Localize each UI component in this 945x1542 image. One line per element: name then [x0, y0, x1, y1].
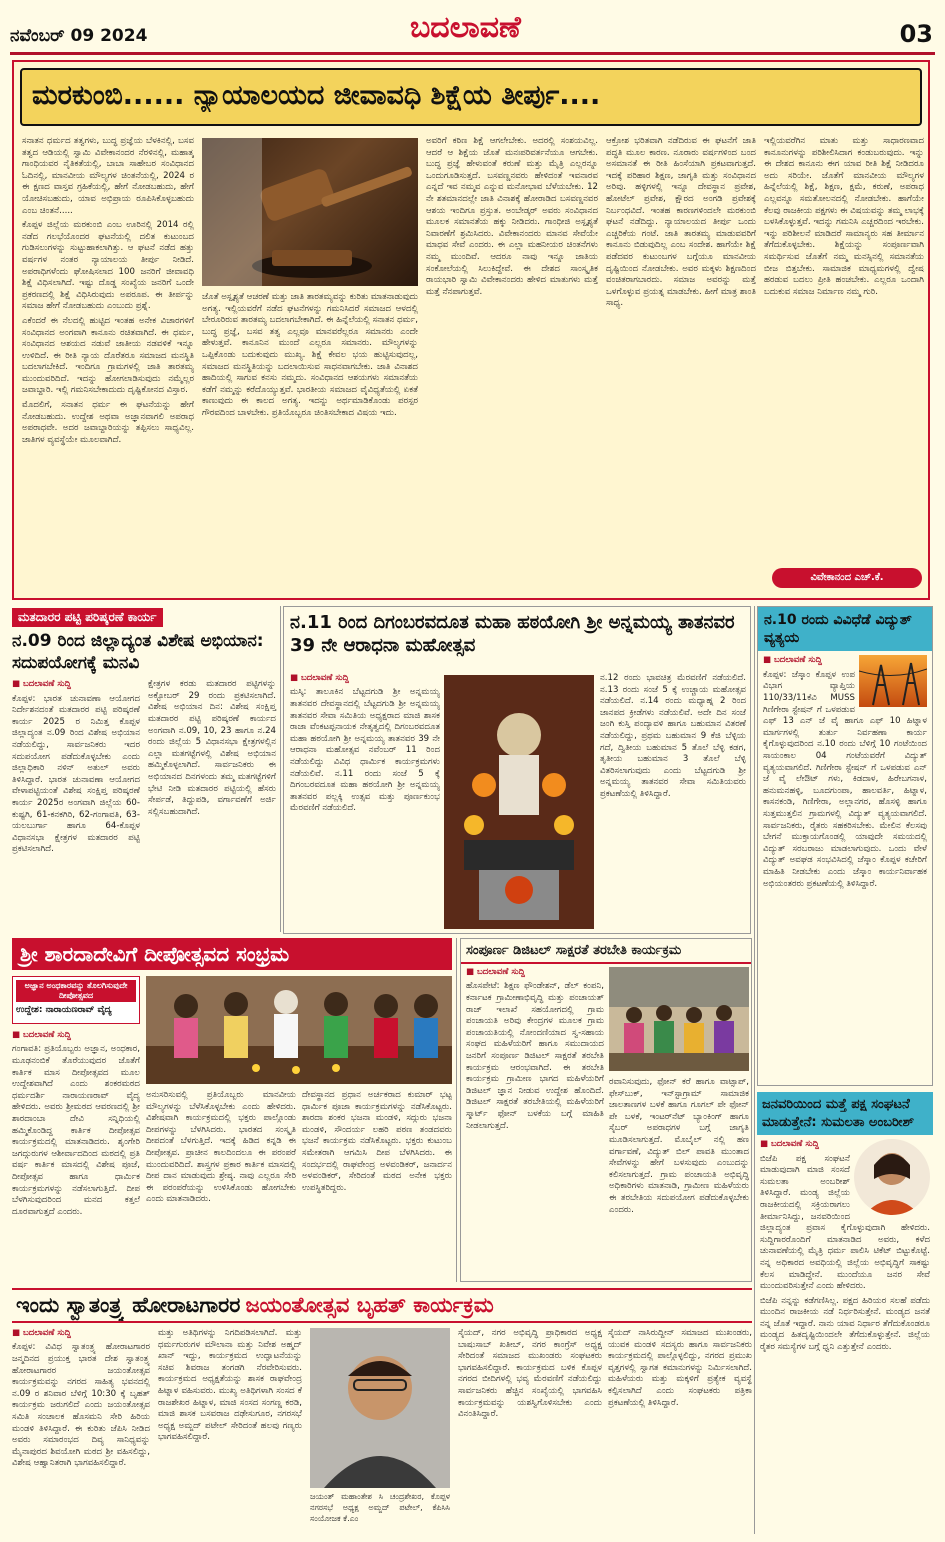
lead-headline-bar	[20, 68, 922, 126]
lead-col-1	[22, 136, 194, 591]
paper-name: ಬದಲಾವಣೆ	[410, 10, 521, 45]
a7-col-3	[458, 1328, 602, 1532]
a7-body1: ಕೊಪ್ಪಳ: ವಿವಿಧ ಸ್ವಾತಂತ್ರ್ಯ ಹೋರಾಟಗಾರರ ಜನ್ಮದಿನದ ಪ್ರಯುಕ್ತ ಭಾರತ ದೇಶ ಸ್ವಾತಂತ್ರ್ಯ ಹೋರಾಟಗಾರರ ಜಯಂತೋತ್ಸವ ಕಾರ್ಯಕ್ರಮವನ್ನು ನಗರದ ಸಾಹಿತ್ಯ ಭವನದಲ್ಲಿ ನ.09 ರ ಶನಿವಾರ ಬೆಳಿಗ್ಗೆ 10:30 ಕ್ಕೆ ಬೃಹತ್ ಕಾರ್ಯಕ್ರಮ ಜರುಗಲಿದೆ ಎಂದು ಜಯಂತೋತ್ಸವ ಸಮಿತಿ ಸಂಚಾಲಕ ಹೊಸಮನಿ ಸೇರಿ ಹಿರಿಯ ಮಂಡಳಿ ತಿಳಿಸಿದ್ದಾರೆ. ಈ ಕುರಿತು ಜೆಪಿಸಿ ನೀಡಿದ ಅವರು ಸಮಾರಂಭದ ದಿವ್ಯ ಸಾನಿಧ್ಯವನ್ನು ಮೈನಾಪುರದ ಶಿವಯೋಗಿ ಮಠದ ಶ್ರೀ ವಹಿಸಲಿದ್ದು, ವಿಶೇಷ ಆಹ್ವಾನಿತರಾಗಿ ಭಾಗವಹಿಸಲಿದ್ದಾರೆ.	[12, 1342, 150, 1469]
a2-body1: ಮಸ್ಕಿ: ತಾಲೂಕಿನ ಬೆಟ್ಟದಗುಡಿ ಶ್ರೀ ಅನ್ನಮಯ್ಯ ತಾತನವರ ದೇವಸ್ಥಾನದಲ್ಲಿ ಬೆಟ್ಟದಗುಡಿ ಶ್ರೀ ಅನ್ನಮಯ್ಯ ತಾತನವರ ಸೇವಾ ಸಮಿತಿಯ ಅಧ್ಯಕ್ಷರಾದ ಮಾಜಿ ಶಾಸಕ ರಾಜಾ ವೆಂಕಟಪ್ಪನಾಯಕ ನೇತೃತ್ವದಲ್ಲಿ ದಿಗಂಬರವದೂತ ಮಹಾ ಹಠಯೋಗಿ ಶ್ರೀ ಅನ್ನಮಯ್ಯ ತಾತನವರ 39 ನೇ ಆರಾಧನಾ ಮಹೋತ್ಸವ ನವೆಂಬರ್ 11 ರಿಂದ ನಡೆಯಲಿದ್ದು ವಿವಿಧ ಧಾರ್ಮಿಕ ಕಾರ್ಯಕ್ರಮಗಳು ನಡೆಯಲಿವೆ. ನ.11 ರಂದು ಸಂಜೆ 5 ಕ್ಕೆ ದಿಗಂಬರವದೂತ ಮಹಾ ಹಠಯೋಗಿ ಶ್ರೀ ಅನ್ನಮಯ್ಯ ತಾತನವರ ಪಲ್ಲಕ್ಕಿ ಉತ್ಸವ ಮತ್ತು ಪೂರ್ಣಕುಂಭ ಮೆರವಣಿಗೆ ನಡೆಯಲಿದೆ.	[290, 687, 440, 814]
lead-col1d: ಮೊದಲಿಗೆ, ಸನಾತನ ಧರ್ಮ ಈ ಘಟನೆಯನ್ನು ಹೇಗೆ ನೋಡಬಹುದು. ಉದ್ದೇಶ ಅಥವಾ ಅಜ್ಞಾನವಾಗಲಿ ಅಪರಾಧ ಅಪರಾಧವೇ. ಅದರ ಜವಾಬ್ದಾರಿಯನ್ನು ತಪ್ಪಿಸಲು ಸಾಧ್ಯವಿಲ್ಲ. ಜಾತಿಗಳ ವ್ಯವಸ್ಥೆಯೇ ಮೂಲವಾಗಿದೆ.	[22, 400, 194, 445]
issue-date: ನವೆಂಬರ್ 09 2024	[10, 26, 148, 46]
a7-headline-part2: ಜಯಂತೋತ್ಸವ ಬೃಹತ್ ಕಾರ್ಯಕ್ರಮ	[245, 1293, 494, 1317]
a3-byline: ■ ಬದಲಾವಣೆ ಸುದ್ದಿ	[763, 655, 927, 666]
lead-col4: ಆಕ್ರೋಶ ಭರಿತವಾಗಿ ನಡೆದಿರುವ ಈ ಘಟನೆಗೆ ಜಾತಿ ಪದ್ಧತಿ ಮೂಲ ಕಾರಣ. ನೂರಾರು ವರ್ಷಗಳಿಂದ ಬಂದ ಅಸಮಾನತೆ ಈ ರೀತಿ ಹಿಂಸೆಯಾಗಿ ಪ್ರಕಟವಾಗುತ್ತದೆ. ಇದಕ್ಕೆ ಪರಿಹಾರ ಶಿಕ್ಷಣ, ಜಾಗೃತಿ ಮತ್ತು ಸಂವಿಧಾನದ ಅರಿವು. ಹಳ್ಳಿಗಳಲ್ಲಿ ಇನ್ನೂ ದೇವಸ್ಥಾನ ಪ್ರವೇಶ, ಹೋಟೆಲ್ ಪ್ರವೇಶ, ಕ್ಷೌರದ ಅಂಗಡಿ ಪ್ರವೇಶಕ್ಕೆ ನಿರ್ಬಂಧವಿದೆ. ಇಂತಹ ಕಾರಣಗಳಿಂದಲೇ ಮರಕುಂಬಿ ಘಟನೆ ನಡೆದಿದ್ದು. ನ್ಯಾಯಾಲಯದ ತೀರ್ಪು ಒಂದು ಎಚ್ಚರಿಕೆಯ ಗಂಟೆ. ಜಾತಿ ತಾರತಮ್ಯ ಮಾಡುವವರಿಗೆ ಕಾನೂನು ಬಿಡುವುದಿಲ್ಲ ಎಂಬ ಸಂದೇಶ. ಹಾಗೆಯೇ ಶಿಕ್ಷೆ ಪಡೆದವರ ಕುಟುಂಬಗಳ ಬಗ್ಗೆಯೂ ಮಾನವೀಯ ದೃಷ್ಟಿಯಿಂದ ನೋಡಬೇಕು. ಅವರ ಮಕ್ಕಳು ಶಿಕ್ಷಣದಿಂದ ವಂಚಿತರಾಗಬಾರದು. ಸಮಾಜ ಅವರನ್ನು ಮತ್ತೆ ಒಳಗೊಳ್ಳುವ ಪ್ರಯತ್ನ ಮಾಡಬೇಕು. ಹೀಗೆ ಮಾತ್ರ ಶಾಂತಿ ಸಾಧ್ಯ.	[606, 136, 756, 309]
article-sumalatha	[757, 1092, 933, 1532]
a7-body2: ಮತ್ತು ಅತಿಥಿಗಳನ್ನು ನಿಗದಿಪಡಿಸಲಾಗಿದೆ. ಮತ್ತು ಧರ್ಮಗುರುಗಳ ಮೌಲಾನಾ ಮತ್ತು ನಿವೇಶ ಅಹ್ಮದ್ ಖಾನ್ ಇದ್ದು, ಕಾರ್ಯಕ್ರಮದ ಉದ್ಘಾಟನೆಯನ್ನು ಸಚಿವ ಶಿವರಾಜ ತಂಗಡಗಿ ನೆರವೇರಿಸುವರು. ಕಾರ್ಯಕ್ರಮದ ಅಧ್ಯಕ್ಷತೆಯನ್ನು ಶಾಸಕ ರಾಘವೇಂದ್ರ ಹಿಟ್ನಾಳ ವಹಿಸುವರು. ಮುಖ್ಯ ಅತಿಥಿಗಳಾಗಿ ಸಂಸದ ಕೆ ರಾಜಶೇಖರ ಹಿಟ್ನಾಳ, ಮಾಜಿ ಸಂಸದ ಸಂಗಣ್ಣ ಕರಡಿ, ಮಾಜಿ ಶಾಸಕ ಬಸವರಾಜ ದಢೇಸುಗೂರ, ನಗರಸಭೆ ಅಧ್ಯಕ್ಷ ಅಮ್ಜದ್ ಪಟೇಲ್ ಸೇರಿದಂತೆ ಹಲವು ಗಣ್ಯರು ಭಾಗವಹಿಸಲಿದ್ದಾರೆ.	[158, 1328, 302, 1443]
sumalatha-photo	[854, 1139, 930, 1215]
temple-photo	[444, 675, 594, 929]
a4-box-sub: ಉದ್ದೇಶ: ನಾರಾಯಣರಾವ್ ವೈದ್ಯ	[16, 1005, 112, 1015]
a6-body1: ಬಿಜೆಪಿ ಪಕ್ಷ ಸಂಘಟನೆ ಮಾಡುವುದಾಗಿ ಮಾಜಿ ಸಂಸದೆ ಸುಮಲತಾ ಅಂಬರೀಶ್ ತಿಳಿಸಿದ್ದಾರೆ. ಮಂಡ್ಯ ಜಿಲ್ಲೆಯ ರಾಜಕೀಯದಲ್ಲಿ ಸಕ್ರಿಯರಾಗಲು ತೀರ್ಮಾನಿಸಿದ್ದು, ಜನವರಿಯಿಂದ ಜಿಲ್ಲಾದ್ಯಂತ ಪ್ರವಾಸ ಕೈಗೊಳ್ಳುವುದಾಗಿ ಹೇಳಿದರು. ಸುದ್ದಿಗಾರರೊಂದಿಗೆ ಮಾತನಾಡಿದ ಅವರು, ಕಳೆದ ಚುನಾವಣೆಯಲ್ಲಿ ಮೈತ್ರಿ ಧರ್ಮ ಪಾಲಿಸಿ ಟಿಕೆಟ್ ಬಿಟ್ಟುಕೊಟ್ಟೆ. ನನ್ನ ಅಧಿಕಾರದ ಅವಧಿಯಲ್ಲಿ ಜಿಲ್ಲೆಯ ಅಭಿವೃದ್ಧಿಗೆ ಸಾಕಷ್ಟು ಕೆಲಸ ಮಾಡಿದ್ದೇನೆ. ಮುಂದೆಯೂ ಜನರ ಸೇವೆ ಮುಂದುವರಿಸುತ್ತೇನೆ ಎಂದು ಹೇಳಿದರು.	[760, 1153, 930, 1292]
a6-body-wrap	[757, 1135, 933, 1361]
column-rule	[280, 606, 281, 932]
a2-headline: ನ.11 ರಿಂದ ದಿಗಂಬರವದೂತ ಮಹಾ ಹಠಯೋಗಿ ಶ್ರೀ ಅನ್ನಮಯ್ಯ ತಾತನವರ 39 ನೇ ಆರಾಧನಾ ಮಹೋತ್ಸವ	[290, 612, 735, 657]
lead-article	[12, 60, 930, 600]
a3-headline-box	[758, 607, 932, 651]
lead-col1b: ಕೊಪ್ಪಳ ಜಿಲ್ಲೆಯ ಮರಕುಂಬಿ ಎಂಬ ಊರಿನಲ್ಲಿ 2014 ರಲ್ಲಿ ನಡೆದ ಗಲಭೆಯೊಂದರ ಘಟನೆಯಲ್ಲಿ ದಲಿತ ಕುಟುಂಬದ ಗುಡಿಸಲುಗಳನ್ನು ಸುಟ್ಟುಹಾಕಲಾಗಿತ್ತು. ಆ ಘಟನೆ ನಡೆದ ಹತ್ತು ವರ್ಷಗಳ ನಂತರ ನ್ಯಾಯಾಲಯ ತೀರ್ಪು ನೀಡಿದೆ. ಅಪರಾಧಿಗಳೆಂದು ಘೋಷಿಸಲಾದ 100 ಜನರಿಗೆ ಜೀವಾವಧಿ ಶಿಕ್ಷೆ ವಿಧಿಸಲಾಗಿದೆ. ಇಷ್ಟು ದೊಡ್ಡ ಸಂಖ್ಯೆಯ ಜನರಿಗೆ ಒಂದೇ ಪ್ರಕರಣದಲ್ಲಿ ಶಿಕ್ಷೆ ವಿಧಿಸಿರುವುದು ಅಪರೂಪ. ಈ ತೀರ್ಪನ್ನು ಸಮಾಜ ಹೇಗೆ ನೋಡಬಹುದು ಎಂಬುದು ಪ್ರಶ್ನೆ.	[22, 220, 194, 312]
a6-body2: ಬಿಜೆಪಿ ನನ್ನನ್ನು ಕಡೆಗಣಿಸಿಲ್ಲ. ಪಕ್ಷದ ಹಿರಿಯರ ಸಲಹೆ ಪಡೆದು ಮುಂದಿನ ರಾಜಕೀಯ ನಡೆ ನಿರ್ಧರಿಸುತ್ತೇನೆ. ಮಂಡ್ಯದ ಜನತೆ ನನ್ನ ಜೊತೆ ಇದ್ದಾರೆ. ನಾನು ಯಾವ ನಿರ್ಧಾರ ತೆಗೆದುಕೊಂಡರೂ ಮಂಡ್ಯದ ಹಿತದೃಷ್ಟಿಯಿಂದಲೇ ತೆಗೆದುಕೊಳ್ಳುತ್ತೇನೆ. ಜಿಲ್ಲೆಯ ರೈತರ ಸಮಸ್ಯೆಗಳ ಬಗ್ಗೆ ಧ್ವನಿ ಎತ್ತುತ್ತೇನೆ ಎಂದರು.	[760, 1295, 930, 1353]
a7-byline: ■ ಬದಲಾವಣೆ ಸುದ್ದಿ	[12, 1328, 150, 1339]
lead-col-2	[202, 292, 418, 592]
a1-col-2	[148, 679, 276, 859]
a4-col-1	[12, 1030, 140, 1282]
a7-col-1	[12, 1328, 150, 1532]
lead-col1c: ಎಕೆಂದರೆ ಈ ನೆಲದಲ್ಲಿ ಹುಟ್ಟಿದ ಇಂತಹ ಅನೇಕ ವಿಚಾರಗಳಿಗೆ ಸಂವಿಧಾನದ ಅಂಗವಾಗಿ ಕಾನೂನು ರಚಿತವಾಗಿದೆ. ಈ ಧರ್ಮ, ಸಂವಿಧಾನದ ಆಶಯದ ನಡುವೆ ಜಾತೀಯ ನಡವಳಿಕೆ ಇನ್ನೂ ಉಳಿದಿದೆ. ಈ ರೀತಿ ನ್ಯಾಯ ದೊರೆತರೂ ಸಮಾಜದ ಮನಸ್ಥಿತಿ ಬದಲಾಗಬೇಕಿದೆ. ಇಂದಿಗೂ ಗ್ರಾಮಗಳಲ್ಲಿ ಜಾತಿ ತಾರತಮ್ಯ ಮುಂದುವರಿದಿದೆ. ಇದನ್ನು ಹೋಗಲಾಡಿಸುವುದು ನಮ್ಮೆಲ್ಲರ ಜವಾಬ್ದಾರಿ. ಇಲ್ಲಿ ಗಮನಿಸಬೇಕಾದುದು ದೃಷ್ಟಿಕೋನದ ವಿಸ್ತಾರ.	[22, 315, 194, 396]
a6-headline-box	[757, 1092, 933, 1135]
lead-col-5	[764, 136, 924, 556]
article-sharada	[12, 938, 452, 1282]
a3-body: ಕೊಪ್ಪಳ: ಜೆಸ್ಕಾಂ ಕೊಪ್ಪಳ ಉಪ ವಿಭಾಗ ವ್ಯಾಪ್ತಿಯ 110/33/11ಕೆವಿ MUSS ಗಿಣಿಗೇರಾ ಸ್ಟೇಷನ್ ಗೆ ಒಳಪಡುವ ಎಫ್ 13 ಎನ್ ಜೆ ವೈ ಹಾಗೂ ಎಫ್ 10 ಹಿಟ್ನಾಳ ಮಾರ್ಗಗಳಲ್ಲಿ ತುರ್ತು ನಿರ್ವಹಣಾ ಕಾರ್ಯ ಕೈಗೊಳ್ಳುವುದರಿಂದ ನ.10 ರಂದು ಬೆಳಿಗ್ಗೆ 10 ಗಂಟೆಯಿಂದ ಸಾಯಂಕಾಲ 04 ಗಂಟೆಯವರೆಗೆ ವಿದ್ಯುತ್ ವ್ಯತ್ಯಯವಾಗಲಿದೆ. ಗಿಣಿಗೇರಾ ಸ್ಟೇಷನ್ ಗೆ ಒಳಪಡುವ ಎನ್ ಜೆ ವೈ ಲೇಔಟ್ ಗಳು, ಕಿಡದಾಳ, ಹಿರೇಬಗನಾಳ, ಹನುಮನಹಳ್ಳಿ, ಬೂದಗುಂಪಾ, ಹಾಲವರ್ತಿ, ಹಿಟ್ನಾಳ, ಕಾಸನಕಂಡಿ, ಗಿಣಿಗೇರಾ, ಅಲ್ಲಾನಗರ, ಹೊಸಳ್ಳಿ ಹಾಗೂ ಸುತ್ತಮುತ್ತಲಿನ ಗ್ರಾಮಗಳಲ್ಲಿ ವಿದ್ಯುತ್ ವ್ಯತ್ಯಯವಾಗಲಿದೆ. ಸಾರ್ವಜನಿಕರು, ರೈತರು ಸಹಕರಿಸಬೇಕು. ಮೇಲಿನ ಕೆಲಸವು ಬೇಗನೆ ಮುಕ್ತಾಯಗೊಂಡಲ್ಲಿ ಯಾವುದೇ ಸಮಯದಲ್ಲಿ ವಿದ್ಯುತ್ ಸರಬರಾಜು ಮಾಡಲಾಗುವುದು. ಒಂದು ವೇಳೆ ವಿದ್ಯುತ್ ಅವಘಡ ಸಂಭವಿಸಿದಲ್ಲಿ ಜೆಸ್ಕಾಂ ಕೊಪ್ಪಳ ಕಚೇರಿಗೆ ಮಾಹಿತಿ ನೀಡಬೇಕು ಎಂದು ಜೆಸ್ಕಾಂ ಕಾರ್ಯನಿರ್ವಾಹಕ ಅಭಿಯಂತರರು ಪ್ರಕಟಣೆಯಲ್ಲಿ ತಿಳಿಸಿದ್ದಾರೆ.	[763, 669, 927, 889]
a5-byline: ■ ಬದಲಾವಣೆ ಸುದ್ದಿ	[466, 967, 604, 978]
a5-col-1	[466, 967, 604, 1279]
a5-body2: ರವಾನಿಸುವುದು, ಫೋನ್ ಕರೆ ಹಾಗೂ ವಾಟ್ಸಾಪ್, ಫೇಸ್‌ಬುಕ್, ಇನ್‌ಸ್ಟಾಗ್ರಾಮ್ ಸಾಮಾಜಿಕ ಜಾಲತಾಣಗಳ ಬಳಕೆ ಹಾಗೂ ಗೂಗಲ್ ಪೇ ಫೋನ್ ಪೇ ಬಳಕೆ, ಇಂಟರ್‌ನೆಟ್ ಬ್ಯಾಂಕಿಂಗ್ ಹಾಗೂ ಸೈಬರ್ ಅಪರಾಧಗಳ ಬಗ್ಗೆ ಜಾಗೃತಿ ಮೂಡಿಸಲಾಗುತ್ತದೆ. ಮೊಬೈಲ್ ನಲ್ಲಿ ಹಣ ವರ್ಗಾವಣೆ, ವಿದ್ಯುತ್ ಬಿಲ್ ಪಾವತಿ ಮುಂತಾದ ಸೇವೆಗಳನ್ನು ಹೇಗೆ ಬಳಸುವುದು ಎಂಬುದನ್ನು ಕಲಿಸಲಾಗುತ್ತದೆ. ಗ್ರಾಮ ಪಂಚಾಯತಿ ಅಭಿವೃದ್ಧಿ ಅಧಿಕಾರಿಗಳು ಮಾತನಾಡಿ, ಗ್ರಾಮೀಣ ಮಹಿಳೆಯರು ಈ ತರಬೇತಿಯ ಸದುಪಯೋಗ ಪಡೆದುಕೊಳ್ಳಬೇಕು ಎಂದರು.	[609, 1077, 749, 1215]
article-power-cut	[757, 606, 933, 1086]
a7-col-2	[158, 1328, 302, 1532]
lead-col5: ಇಲ್ಲಿಯವರೆಗಿನ ಮಾತು ಮತ್ತು ಸಾಧಾರಣವಾದ ಕಾನೂನುಗಳನ್ನು ಪರಿಶೀಲಿಸಿದಾಗ ಕಂಡುಬರುವುದು. ಇನ್ನು ಈ ದೇಶದ ಕಾನೂನು ಈಗ ಯಾವ ರೀತಿ ಶಿಕ್ಷೆ ನೀಡಿದರೂ ಅದು ಸರಿಯೇ. ಜೊತೆಗೆ ಮಾನವೀಯ ಮೌಲ್ಯಗಳ ಹಿನ್ನೆಲೆಯಲ್ಲಿ ಶಿಕ್ಷೆ, ಶಿಕ್ಷಣ, ಕ್ಷಮೆ, ಕರುಣೆ, ಅಪರಾಧ ಎಲ್ಲವನ್ನೂ ಸಮತೋಲನದಲ್ಲಿ ನೋಡಬೇಕು. ಹಾಗೆಯೇ ಕೆಲವು ರಾಜಕೀಯ ಪಕ್ಷಗಳು ಈ ವಿಷಯವನ್ನು ತಮ್ಮ ಲಾಭಕ್ಕೆ ಬಳಸಿಕೊಳ್ಳುತ್ತವೆ. ಇದನ್ನು ಗಮನಿಸಿ ಎಚ್ಚರದಿಂದ ಇರಬೇಕು. ಇನ್ನು ಪರಿಶೀಲನೆ ಮಾಡಿದರೆ ಸಾಮಾನ್ಯರು ಸಹ ತೀರ್ಮಾನ ತೆಗೆದುಕೊಳ್ಳಬೇಕು. ಶಿಕ್ಷೆಯನ್ನು ಸಂಪೂರ್ಣವಾಗಿ ಸಮರ್ಥಿಸುವ ಜೊತೆಗೆ ನಮ್ಮ ಮನಸ್ಸಿನಲ್ಲಿ ಸಮಾನತೆಯ ಬೀಜ ಬಿತ್ತಬೇಕು. ಸಾಮಾಜಿಕ ಮಾಧ್ಯಮಗಳಲ್ಲಿ ದ್ವೇಷ ಹರಡುವ ಬದಲು ಪ್ರೀತಿ ಹಂಚಬೇಕು. ಎಲ್ಲರೂ ಒಂದಾಗಿ ಬದುಕುವ ಸಮಾಜ ನಿರ್ಮಾಣ ನಮ್ಮ ಗುರಿ.	[764, 136, 924, 297]
a6-byline: ■ ಬದಲಾವಣೆ ಸುದ್ದಿ	[760, 1139, 930, 1150]
a1-body2: ಕ್ಷೇತ್ರಗಳ ಕರಡು ಮತದಾರರ ಪಟ್ಟಿಗಳನ್ನು ಅಕ್ಟೋಬರ್ 29 ರಂದು ಪ್ರಕಟಿಸಲಾಗಿದೆ. ವಿಶೇಷ ಅಭಿಯಾನ ದಿನ: ವಿಶೇಷ ಸಂಕ್ಷಿಪ್ತ ಮತದಾರರ ಪಟ್ಟಿ ಪರಿಷ್ಕರಣೆ ಕಾರ್ಯದ ಅಂಗವಾಗಿ ನ.09, 10, 23 ಹಾಗೂ ನ.24 ರಂದು ಜಿಲ್ಲೆಯ 5 ವಿಧಾನಸಭಾ ಕ್ಷೇತ್ರಗಳಲ್ಲಿನ ಎಲ್ಲಾ ಮತಗಟ್ಟೆಗಳಲ್ಲಿ ವಿಶೇಷ ಅಭಿಯಾನ ಹಮ್ಮಿಕೊಳ್ಳಲಾಗಿದೆ. ಸಾರ್ವಜನಿಕರು ಈ ಅಭಿಯಾನದ ದಿನಗಳಂದು ತಮ್ಮ ಮತಗಟ್ಟೆಗಳಿಗೆ ಭೇಟಿ ನೀಡಿ ಮತದಾರರ ಪಟ್ಟಿಯಲ್ಲಿ ಹೆಸರು ಸೇರ್ಪಡೆ, ತಿದ್ದುಪಡಿ, ವರ್ಗಾವಣೆಗೆ ಅರ್ಜಿ ಸಲ್ಲಿಸಬಹುದಾಗಿದೆ.	[148, 679, 276, 817]
deepotsava-photo	[146, 976, 452, 1084]
a5-headline: ಸಂಪೂರ್ಣ ಡಿಜಿಟಲ್ ಸಾಕ್ಷರತೆ ತರಬೇತಿ ಕಾರ್ಯಕ್ರಮ	[461, 939, 751, 964]
lead-col-4	[606, 136, 756, 591]
article-annamayya	[283, 606, 751, 934]
a6-headline: ಜನವರಿಯಿಂದ ಮತ್ತೆ ಪಕ್ಷ ಸಂಘಟನೆ ಮಾಡುತ್ತೇನೆ: ಸುಮಲತಾ ಅಂಬರೀಶ್	[762, 1097, 914, 1130]
a4-body2: ಅನುಸರಿಸುವಲ್ಲಿ ಪ್ರತಿಯೊಬ್ಬರು ಮಾನವೀಯ ಮೌಲ್ಯಗಳನ್ನು ಬೆಳೆಸಿಕೊಳ್ಳಬೇಕು ಎಂದು ಹೇಳಿದರು. ವಿಶೇಷವಾಗಿ ಕಾರ್ಯಕ್ರಮದಲ್ಲಿ ಭಕ್ತರು ಪಾಲ್ಗೊಂಡು ದೀಪಗಳನ್ನು ಬೆಳಗಿಸಿದರು. ಭಾರತದ ಸಂಸ್ಕೃತಿ ದೀಪದಂತೆ ಬೆಳಗುತ್ತಿದೆ. ಇದಕ್ಕೆ ಹಿಡಿದ ಕನ್ನಡಿ ಈ ದೀಪೋತ್ಸವ. ಪ್ರಾಚೀನ ಕಾಲದಿಂದಲೂ ಈ ಪರಂಪರೆ ಮುಂದುವರಿದಿದೆ. ಶಾಸ್ತ್ರಗಳ ಪ್ರಕಾರ ಕಾರ್ತಿಕ ಮಾಸದಲ್ಲಿ ದೀಪ ದಾನ ಮಾಡುವುದು ಶ್ರೇಷ್ಠ. ನಾವು ಎಲ್ಲರೂ ಸೇರಿ ಈ ಪರಂಪರೆಯನ್ನು ಉಳಿಸಿಕೊಂಡು ಹೋಗಬೇಕು ಎಂದು ಮಾತನಾಡಿದರು.	[146, 1090, 296, 1205]
lead-col3: ಅವರಿಗೆ ಕಠಿಣ ಶಿಕ್ಷೆ ಆಗಲೇಬೇಕು. ಅದರಲ್ಲಿ ಸಂಶಯವಿಲ್ಲ. ಆದರೆ ಆ ಶಿಕ್ಷೆಯ ಜೊತೆ ಮನಃಪರಿವರ್ತನೆಯೂ ಆಗಬೇಕು. ಬುದ್ಧ ಪ್ರಜ್ಞೆ ಹೇಳುವಂತೆ ಕರುಣೆ ಮತ್ತು ಮೈತ್ರಿ ಎಲ್ಲರನ್ನೂ ಒಂದುಗೂಡಿಸುತ್ತದೆ. ಬಸವಣ್ಣನವರು ಹೇಳಿದಂತೆ ಇವನಾರವ ಎನ್ನದೆ ಇವ ನಮ್ಮವ ಎನ್ನುವ ಮನೋಭಾವ ಬೆಳೆಯಬೇಕು. 12 ನೇ ಶತಮಾನದಲ್ಲೇ ಜಾತಿ ವಿನಾಶಕ್ಕೆ ಹೋರಾಡಿದ ಬಸವಣ್ಣನವರ ಆಶಯ ಇಂದಿಗೂ ಪ್ರಸ್ತುತ. ಅಂಬೇಡ್ಕರ್ ಅವರು ಸಂವಿಧಾನದ ಮೂಲಕ ಸಮಾನತೆಯ ಹಕ್ಕು ನೀಡಿದರು. ಗಾಂಧೀಜಿ ಅಸ್ಪೃಶ್ಯತೆ ನಿವಾರಣೆಗೆ ಶ್ರಮಿಸಿದರು. ವಿವೇಕಾನಂದರು ಮಾನವ ಸೇವೆಯೇ ಮಾಧವ ಸೇವೆ ಎಂದರು. ಈ ಎಲ್ಲಾ ಮಹನೀಯರ ಚಿಂತನೆಗಳು ನಮ್ಮ ಮುಂದಿವೆ. ಆದರೂ ನಾವು ಇನ್ನೂ ಜಾತಿಯ ಸಂಕೋಲೆಯಲ್ಲಿ ಸಿಲುಕಿದ್ದೇವೆ. ಈ ದೇಶದ ಸಾಂಸ್ಕೃತಿಕ ರಾಯಭಾರಿ ಸ್ವಾಮಿ ವಿವೇಕಾನಂದರು ಹೇಳಿದ ಮಾತುಗಳು ಮತ್ತೆ ಮತ್ತೆ ನೆನಪಾಗುತ್ತವೆ.	[426, 136, 598, 297]
training-photo	[609, 967, 749, 1071]
lead-headline: ಮರಕುಂಬಿ...... ನ್ಯಾಯಾಲಯದ ಜೀವಾವಧಿ ಶಿಕ್ಷೆಯ ತೀರ್ಪು....	[32, 80, 601, 111]
a2-col-2	[600, 673, 746, 931]
a2-byline: ■ ಬದಲಾವಣೆ ಸುದ್ದಿ	[290, 673, 440, 684]
lead-col2: ಜೊತೆ ಅಸ್ಪೃಶ್ಯತೆ ಆಚರಣೆ ಮತ್ತು ಜಾತಿ ತಾರತಮ್ಯವನ್ನು ಕುರಿತು ಮಾತನಾಡುವುದು ಅಗತ್ಯ. ಇಲ್ಲಿಯವರೆಗೆ ನಡೆದ ಘಟನೆಗಳನ್ನು ಗಮನಿಸಿದರೆ ಸಮಾಜದ ಆಳದಲ್ಲಿ ಬೇರೂರಿರುವ ತಾರತಮ್ಯ ಬದಲಾಗಬೇಕಾಗಿದೆ. ಈ ಹಿನ್ನೆಲೆಯಲ್ಲಿ ಸನಾತನ ಧರ್ಮ, ಬುದ್ಧ ಪ್ರಜ್ಞೆ, ಬಸವ ತತ್ವ ಎಲ್ಲವೂ ಮಾನವರೆಲ್ಲರೂ ಸಮಾನರು ಎಂದೇ ಹೇಳುತ್ತವೆ. ಕಾನೂನಿನ ಮುಂದೆ ಎಲ್ಲರೂ ಸಮಾನರು. ಮೌಲ್ಯಗಳನ್ನು ಒಪ್ಪಿಕೊಂಡು ಬದುಕುವುದು ಮುಖ್ಯ. ಶಿಕ್ಷೆ ಕೇವಲ ಭಯ ಹುಟ್ಟಿಸುವುದಲ್ಲ, ಸಮಾಜದ ಮನಸ್ಥಿತಿಯನ್ನು ಬದಲಾಯಿಸುವ ಸಾಧನವಾಗಬೇಕು. ಜಾತಿ ವಿನಾಶದ ಹಾದಿಯಲ್ಲಿ ಸಾಗುವ ಕನಸು ನಮ್ಮದು. ಸಂವಿಧಾನದ ಆಶಯಗಳು ಸಮಾನತೆಯ ಕಡೆಗೆ ನಮ್ಮನ್ನು ಕರೆದೊಯ್ಯುತ್ತವೆ. ಭಾರತೀಯ ಸಮಾಜದ ವೈವಿಧ್ಯತೆಯಲ್ಲಿ ಏಕತೆ ಕಾಣುವುದು ಈ ಕಾಲದ ಅಗತ್ಯ. ಇದನ್ನು ಅರ್ಥಮಾಡಿಕೊಂಡು ಪರಸ್ಪರ ಗೌರವದಿಂದ ಬಾಳಬೇಕು. ಪ್ರತಿಯೊಬ್ಬರೂ ಚಿಂತಿಸಬೇಕಾದ ವಿಷಯ ಇದು.	[202, 292, 418, 418]
a4-col-3	[302, 1090, 452, 1282]
page-number: 03	[899, 20, 933, 48]
a4-byline: ■ ಬದಲಾವಣೆ ಸುದ್ದಿ	[12, 1030, 140, 1041]
masthead-rule	[10, 52, 935, 55]
a1-byline: ■ ಬದಲಾವಣೆ ಸುದ್ದಿ	[12, 679, 140, 690]
a4-headline: ಶ್ರೀ ಶಾರದಾದೇವಿಗೆ ದೀಪೋತ್ಸವದ ಸಂಭ್ರಮ	[12, 938, 452, 970]
a3-headline: ನ.10 ರಂದು ವಿವಿಧೆಡೆ ವಿದ್ಯುತ್ ವ್ಯತ್ಯಯ	[764, 612, 912, 647]
a1-col-1	[12, 679, 140, 859]
a4-col-2	[146, 1090, 296, 1282]
article-jayanti	[12, 1288, 752, 1534]
a1-body1: ಕೊಪ್ಪಳ: ಭಾರತ ಚುನಾವಣಾ ಆಯೋಗದ ನಿರ್ದೇಶನದಂತೆ ಮತದಾರರ ಪಟ್ಟಿ ಪರಿಷ್ಕರಣೆ ಕಾರ್ಯ 2025 ರ ನಿಮಿತ್ತ ಕೊಪ್ಪಳ ಜಿಲ್ಲಾದ್ಯಂತ ನ.09 ರಿಂದ ವಿಶೇಷ ಅಭಿಯಾನ ನಡೆಯಲಿದ್ದು, ಸಾರ್ವಜನಿಕರು ಇದರ ಸದುಪಯೋಗ ಪಡೆದುಕೊಳ್ಳಬೇಕು ಎಂದು ಜಿಲ್ಲಾಧಿಕಾರಿ ನಳಿನ್ ಅತುಲ್ ಅವರು ತಿಳಿಸಿದ್ದಾರೆ. ಭಾರತ ಚುನಾವಣಾ ಆಯೋಗದ ವೇಳಾಪಟ್ಟಿಯಂತೆ ವಿಶೇಷ ಸಂಕ್ಷಿಪ್ತ ಪರಿಷ್ಕರಣೆ ಕಾರ್ಯ 2025ರ ಅಂಗವಾಗಿ ಜಿಲ್ಲೆಯ 60-ಕುಷ್ಟಗಿ, 61-ಕನಕಗಿರಿ, 62-ಗಂಗಾವತಿ, 63-ಯಲಬುರ್ಗಾ ಹಾಗೂ 64-ಕೊಪ್ಪಳ ವಿಧಾನಸಭಾ ಕ್ಷೇತ್ರಗಳ ಮತದಾರರ ಪಟ್ಟಿ ಪ್ರಕಟಿಸಲಾಗಿದೆ.	[12, 693, 140, 855]
a4-box-title: ಅಜ್ಞಾನ ಅಂಧಕಾರವನ್ನು ತೊಲಗಿಸುವುದೇ ದೀಪೋತ್ಸವದ	[16, 980, 136, 1002]
lead-col1a: ಸನಾತನ ಧರ್ಮದ ತತ್ವಗಳು, ಬುದ್ಧ ಪ್ರಜ್ಞೆಯ ಬೆಳಕಿನಲ್ಲಿ, ಬಸವ ತತ್ವದ ಆಡಿಯಲ್ಲಿ ಸ್ವಾಮಿ ವಿವೇಕಾನಂದರ ನೆರಳಿನಲ್ಲಿ, ಮಹಾತ್ಮ ಗಾಂಧಿಯವರ ನೈತಿಕತೆಯಲ್ಲಿ, ಬಾಬಾ ಸಾಹೇಬರ ಸಂವಿಧಾನದ ಓದಿನಲ್ಲಿ, ಮಾನವೀಯ ಮೌಲ್ಯಗಳ ಚಿಂತನೆಯಲ್ಲಿ, 2024 ರ ಈ ಕ್ಷಣದ ವಾಸ್ತವ ಗ್ರಹಿಕೆಯಲ್ಲಿ, ಹೇಗೆ ನೋಡಬಹುದು, ಹೇಗೆ ಯೋಚಿಸಬಹುದು, ಯಾವ ಅಭಿಪ್ರಾಯ ರೂಪಿಸಿಕೊಳ್ಳಬಹುದು ಎಂಬ ಚಿಂತನೆ.....	[22, 136, 194, 216]
column-rule	[754, 606, 755, 1534]
a4-body1: ಗಂಗಾವತಿ: ಪ್ರತಿಯೊಬ್ಬರು ಅಜ್ಞಾನ, ಅಂಧಕಾರ, ಮೂಢನಂಬಿಕೆ ತೊರೆಯುವುದರ ಜೊತೆಗೆ ಕಾರ್ತಿಕ ಮಾಸ ದೀಪೋತ್ಸವದ ಮೂಲ ಉದ್ದೇಶವಾಗಿದೆ ಎಂದು ಶಂಕರಮಠದ ಧರ್ಮದರ್ಶಿ ನಾರಾಯಣರಾವ್ ವೈದ್ಯ ಹೇಳಿದರು. ಅವರು ಶ್ರೀಮಠದ ಆವರಣದಲ್ಲಿ ಶ್ರೀ ಶಾರದಾಂಬಾ ದೇವಿ ಸನ್ನಿಧಿಯಲ್ಲಿ ಹಮ್ಮಿಕೊಂಡಿದ್ದ ಕಾರ್ತಿಕ ದೀಪೋತ್ಸವ ಕಾರ್ಯಕ್ರಮದಲ್ಲಿ ಮಾತನಾಡಿದರು. ಶೃಂಗೇರಿ ಜಗದ್ಗುರುಗಳ ಆಶೀರ್ವಾದದಿಂದ ಮಠದಲ್ಲಿ ಪ್ರತಿ ವರ್ಷ ಕಾರ್ತಿಕ ಮಾಸದಲ್ಲಿ ವಿಶೇಷ ಪೂಜೆ, ದೀಪೋತ್ಸವ ಹಾಗೂ ಧಾರ್ಮಿಕ ಕಾರ್ಯಕ್ರಮಗಳನ್ನು ನಡೆಸಲಾಗುತ್ತಿದೆ. ದೀಪ ಬೆಳಗಿಸುವುದರಿಂದ ಮನದ ಕತ್ತಲೆ ದೂರವಾಗುತ್ತದೆ ಎಂದರು.	[12, 1044, 140, 1217]
a4-body3: ದೇವಸ್ಥಾನದ ಪ್ರಧಾನ ಅರ್ಚಕರಾದ ಕುಮಾರ್ ಭಟ್ಟ ಧಾರ್ಮಿಕ ಪೂಜಾ ಕಾರ್ಯಕ್ರಮಗಳನ್ನು ನಡೆಸಿಕೊಟ್ಟರು. ಶಾರದಾ ಶಂಕರ ಭಜನಾ ಮಂಡಳಿ, ಸದ್ಗುರು ಭಜನಾ ಮಂಡಳಿ, ಸೌಂದರ್ಯ ಲಹರಿ ಪಠಣ ತಂಡದವರು ಭಜನೆ ಕಾರ್ಯಕ್ರಮ ನಡೆಸಿಕೊಟ್ಟರು. ಭಕ್ತರು ಕುಟುಂಬ ಸಮೇತರಾಗಿ ಆಗಮಿಸಿ ದೀಪ ಬೆಳಗಿಸಿದರು. ಈ ಸಂದರ್ಭದಲ್ಲಿ ರಾಘವೇಂದ್ರ ಅಳವಂಡಿಕರ್, ಜನಾರ್ದನ ಅಳವಂಡಿಕರ್, ಸೇರಿದಂತೆ ಮಠದ ಅನೇಕ ಭಕ್ತರು ಉಪಸ್ಥಿತರಿದ್ದರು.	[302, 1090, 452, 1193]
a7-body3: ಸೈಯದ್, ನಗರ ಅಭಿವೃದ್ಧಿ ಪ್ರಾಧಿಕಾರದ ಅಧ್ಯಕ್ಷ ಬಾಷುಸಾಬ್ ಖತೀಬ್, ನಗರ ಕಾಂಗ್ರೆಸ್ ಅಧ್ಯಕ್ಷ ಸೇರಿದಂತೆ ಸಮಾಜದ ಮುಖಂಡರು ಸಂಘಟಕರು ಭಾಗವಹಿಸಲಿದ್ದಾರೆ. ಕಾರ್ಯಕ್ರಮದ ಬಳಿಕ ಕೊಪ್ಪಳ ನಗರದ ಬೀದಿಗಳಲ್ಲಿ ಭವ್ಯ ಮೆರವಣಿಗೆ ನಡೆಯಲಿದ್ದು ಸಾರ್ವಜನಿಕರು ಹೆಚ್ಚಿನ ಸಂಖ್ಯೆಯಲ್ಲಿ ಭಾಗವಹಿಸಿ ಕಾರ್ಯಕ್ರಮವನ್ನು ಯಶಸ್ವಿಗೊಳಿಸಬೇಕು ಎಂದು ವಿನಂತಿಸಿದ್ದಾರೆ.	[458, 1328, 602, 1420]
a2-col-1	[290, 673, 440, 931]
power-tower-photo	[859, 655, 927, 707]
a3-body-wrap	[758, 651, 932, 897]
a1-kicker: ಮತದಾರರ ಪಟ್ಟಿ ಪರಿಷ್ಕರಣೆ ಕಾರ್ಯ	[12, 608, 163, 627]
a7-caption: ಜಯಂತ್ ಮಹಾಂತೇಶ ಸಿ ಚಂದ್ರಶೇಖರ, ಕೊಪ್ಪಳ ನಗರಸಭೆ ಅಧ್ಯಕ್ಷ ಅಮ್ಜದ್ ಪಟೇಲ್, ಕೆಪಿಸಿಸಿ ಸಂಯೋಜಕ ಕೆ.ಎಂ	[310, 1492, 450, 1523]
a7-headline-bar	[12, 1288, 752, 1323]
article-voter-list	[12, 606, 277, 932]
person-photo	[310, 1328, 450, 1488]
gavel-photo	[202, 138, 418, 286]
masthead	[0, 0, 945, 56]
a5-body1: ಹೊಸಪೇಟೆ: ಶಿಕ್ಷಣ ಫೌಂಡೇಶನ್, ಡೆಲ್ ಕಂಪನಿ, ಕರ್ನಾಟಕ ಗ್ರಾಮೀಣಾಭಿವೃದ್ಧಿ ಮತ್ತು ಪಂಚಾಯತ್ ರಾಜ್ ಇಲಾಖೆ ಸಹಯೋಗದಲ್ಲಿ ಗ್ರಾಮ ಪಂಚಾಯತಿ ಅರಿವು ಕೇಂದ್ರಗಳ ಮೂಲಕ ಗ್ರಾಮ ಪಂಚಾಯತಿಯಲ್ಲಿ ನೋಂದಣಿಯಾದ ಸ್ವ-ಸಹಾಯ ಸಂಘದ ಮಹಿಳೆಯರಿಗೆ ಹಾಗೂ ಸಮುದಾಯದ ಜನರಿಗೆ ಸಂಪೂರ್ಣ ಡಿಜಿಟಲ್ ಸಾಕ್ಷರತೆ ತರಬೇತಿ ಕಾರ್ಯಕ್ರಮ ಆರಂಭವಾಗಿದೆ. ಈ ತರಬೇತಿ ಕಾರ್ಯಕ್ರಮ ಗ್ರಾಮೀಣ ಭಾಗದ ಮಹಿಳೆಯರಿಗೆ ಡಿಜಿಟಲ್ ಜ್ಞಾನ ನೀಡುವ ಉದ್ದೇಶ ಹೊಂದಿದೆ. ಡಿಜಿಟಲ್ ಸಾಕ್ಷರತೆ ತರಬೇತಿಯಲ್ಲಿ ಮಹಿಳೆಯರಿಗೆ ಸ್ಮಾರ್ಟ್ ಫೋನ್ ಬಳಕೆಯ ಬಗ್ಗೆ ಮಾಹಿತಿ ನೀಡಲಾಗುತ್ತದೆ.	[466, 981, 604, 1131]
a7-body4: ಸೈಯದ್ ನಾಸಿರುದ್ದೀನ್ ಸಮಾಜದ ಮುಖಂಡರು, ಯುವಕ ಮಂಡಳಿ ಸದಸ್ಯರು ಹಾಗೂ ಸಾರ್ವಜನಿಕರು ಕಾರ್ಯಕ್ರಮದಲ್ಲಿ ಪಾಲ್ಗೊಳ್ಳಲಿದ್ದು, ನಗರದ ಪ್ರಮುಖ ವೃತ್ತಗಳಲ್ಲಿ ಸ್ವಾಗತ ಕಮಾನುಗಳನ್ನು ನಿರ್ಮಿಸಲಾಗಿದೆ. ಮಹಿಳೆಯರು ಮತ್ತು ಮಕ್ಕಳಿಗೆ ಪ್ರತ್ಯೇಕ ವ್ಯವಸ್ಥೆ ಕಲ್ಪಿಸಲಾಗಿದೆ ಎಂದು ಸಂಘಟಕರು ಪತ್ರಿಕಾ ಪ್ರಕಟಣೆಯಲ್ಲಿ ತಿಳಿಸಿದ್ದಾರೆ.	[608, 1328, 752, 1408]
a7-headline-part1: ಇಂದು ಸ್ವಾತಂತ್ರ್ಯ ಹೋರಾಟಗಾರರ	[16, 1293, 241, 1317]
a2-body2: ನ.12 ರಂದು ಭಾವಚಿತ್ರ ಮೆರವಣಿಗೆ ನಡೆಯಲಿದೆ. ನ.13 ರಂದು ಸಂಜೆ 5 ಕ್ಕೆ ಉಚ್ಚಾಯ ಮಹೋತ್ಸವ ನಡೆಯಲಿದೆ. ನ.14 ರಂದು ಮಧ್ಯಾಹ್ನ 2 ರಿಂದ ಜಾನಪದ ಕ್ರೀಡೆಗಳು ನಡೆಯಲಿವೆ. ಅದೇ ದಿನ ಸಂಜೆ ಜಂಗಿ ಕುಸ್ತಿ ಪಂದ್ಯಾವಳಿ ಹಾಗೂ ಬಹುಮಾನ ವಿತರಣೆ ನಡೆಯಲಿದ್ದು, ಪ್ರಥಮ ಬಹುಮಾನ 9 ಕೆಜಿ ಬೆಳ್ಳಿಯ ಗದೆ, ದ್ವಿತೀಯ ಬಹುಮಾನ 5 ತೊಲೆ ಬೆಳ್ಳಿ ಕಡಗ, ತೃತೀಯ ಬಹುಮಾನ 3 ತೊಲೆ ಬೆಳ್ಳಿ ವಿತರಿಸಲಾಗುವುದು ಎಂದು ಬೆಟ್ಟದಗುಡಿ ಶ್ರೀ ಅನ್ನಮಯ್ಯ ತಾತನವರ ಸೇವಾ ಸಮಿತಿಯವರು ಪ್ರಕಟಣೆಯಲ್ಲಿ ತಿಳಿಸಿದ್ದಾರೆ.	[600, 673, 746, 799]
a4-quote-box	[12, 976, 140, 1024]
a1-headline: ನ.09 ರಿಂದ ಜಿಲ್ಲಾದ್ಯಂತ ವಿಶೇಷ ಅಭಿಯಾನ: ಸದುಪಯೋಗಕ್ಕೆ ಮನವಿ	[12, 631, 264, 674]
a7-col-4	[608, 1328, 752, 1532]
a5-col-2	[609, 1077, 749, 1279]
lead-author: ವಿವೇಕಾನಂದ ಎಚ್.ಕೆ.	[772, 568, 922, 588]
column-rule	[456, 938, 457, 1282]
article-digital-literacy	[460, 938, 752, 1282]
lead-col-3	[426, 136, 598, 591]
